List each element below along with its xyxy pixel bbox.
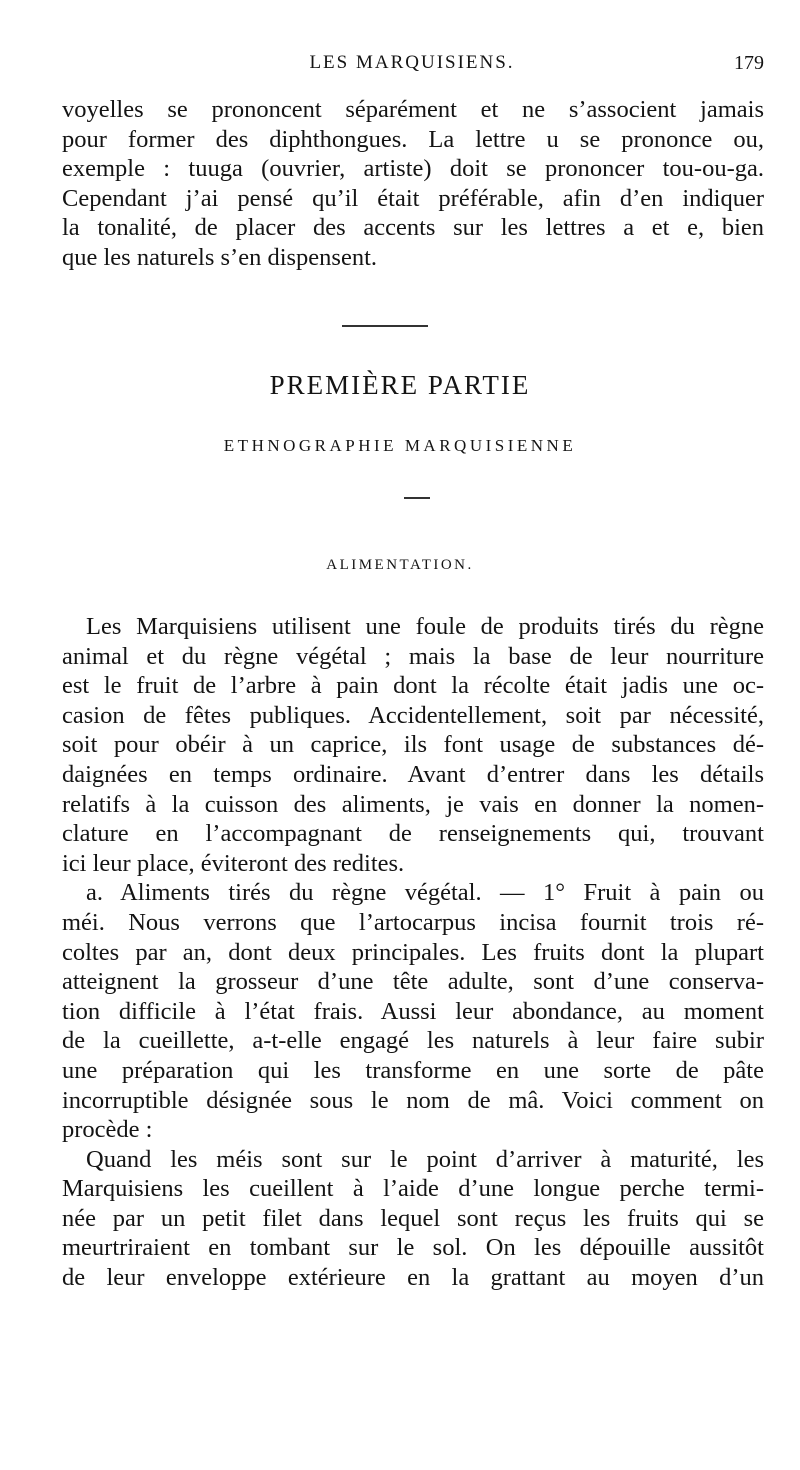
text-line: pour former des diphthongues. La lettre u se prononce ou, xyxy=(62,125,764,153)
text-line: relatifs à la cuisson des aliments, je vais en donner la nomen- xyxy=(62,790,764,818)
section-title: ALIMENTATION. xyxy=(326,557,474,573)
text-line: atteignent la grosseur d’une tête adulte, sont d’une conserva- xyxy=(62,968,764,996)
text-line: la tonalité, de placer des accents sur les lettres a et e, bien xyxy=(62,214,764,242)
text-line: Les Marquisiens utilisent une foule de produits tirés du règne xyxy=(86,613,764,640)
text-line: Quand les méis sont sur le point d’arriver à maturité, les xyxy=(86,1145,764,1173)
text-line: clature en l’accompagnant de renseignements qui, trouvant xyxy=(62,820,764,848)
main-text xyxy=(62,612,764,1293)
text-line: meurtriraient en tombant sur le sol. On les dépouille aussitôt xyxy=(62,1234,764,1262)
text-line: tion difficile à l’état frais. Aussi leur abondance, au moment xyxy=(62,997,764,1025)
text-line: est le fruit de l’arbre à pain dont la récolte était jadis une oc- xyxy=(62,672,764,700)
page-number: 179 xyxy=(734,52,764,74)
text-line: de la cueillette, a-t-elle engagé les naturels à leur faire subir xyxy=(62,1027,764,1055)
text-line: une préparation qui les transforme en une sorte de pâte xyxy=(62,1056,764,1084)
text-line: née par un petit filet dans lequel sont reçus les fruits qui se xyxy=(62,1204,764,1232)
text-line: daignées en temps ordinaire. Avant d’entrer dans les détails xyxy=(62,760,764,788)
text-line: de leur enveloppe extérieure en la grattant au moyen d’un xyxy=(62,1264,764,1292)
text-line: méi. Nous verrons que l’artocarpus incisa fournit trois ré- xyxy=(62,908,764,936)
text-line: exemple : tuuga (ouvrier, artiste) doit se prononcer tou-ou-ga. xyxy=(62,155,764,183)
title-divider xyxy=(404,497,430,499)
part-title: PREMIÈRE PARTIE xyxy=(269,370,531,400)
intro-paragraph xyxy=(62,95,764,273)
text-line: ici leur place, éviteront des redites. xyxy=(62,849,405,877)
text-line: incorruptible désignée sous le nom de mâ. Voici comment on xyxy=(62,1086,764,1114)
section-divider xyxy=(342,325,428,327)
text-line: voyelles se prononcent séparément et ne s’associent jamais xyxy=(62,96,764,123)
page-header xyxy=(60,52,764,82)
text-line: que les naturels s’en dispensent. xyxy=(62,243,378,271)
text-line: coltes par an, dont deux principales. Les fruits dont la plupart xyxy=(62,938,764,966)
text-line: casion de fêtes publiques. Accidentellement, soit par nécessité, xyxy=(62,701,764,729)
text-line: animal et du règne végétal ; mais la base de leur nourriture xyxy=(62,642,764,670)
part-subtitle: ETHNOGRAPHIE MARQUISIENNE xyxy=(223,436,577,455)
running-title: LES MARQUISIENS. xyxy=(309,52,515,73)
text-line: procède : xyxy=(62,1116,153,1144)
text-line: Cependant j’ai pensé qu’il était préférable, afin d’en indiquer xyxy=(62,184,764,212)
text-line: Marquisiens les cueillent à l’aide d’une longue perche termi- xyxy=(62,1175,764,1203)
text-line: soit pour obéir à un caprice, ils font usage de substances dé- xyxy=(62,731,764,759)
text-line: a. Aliments tirés du règne végétal. — 1° Fruit à pain ou xyxy=(86,879,764,907)
